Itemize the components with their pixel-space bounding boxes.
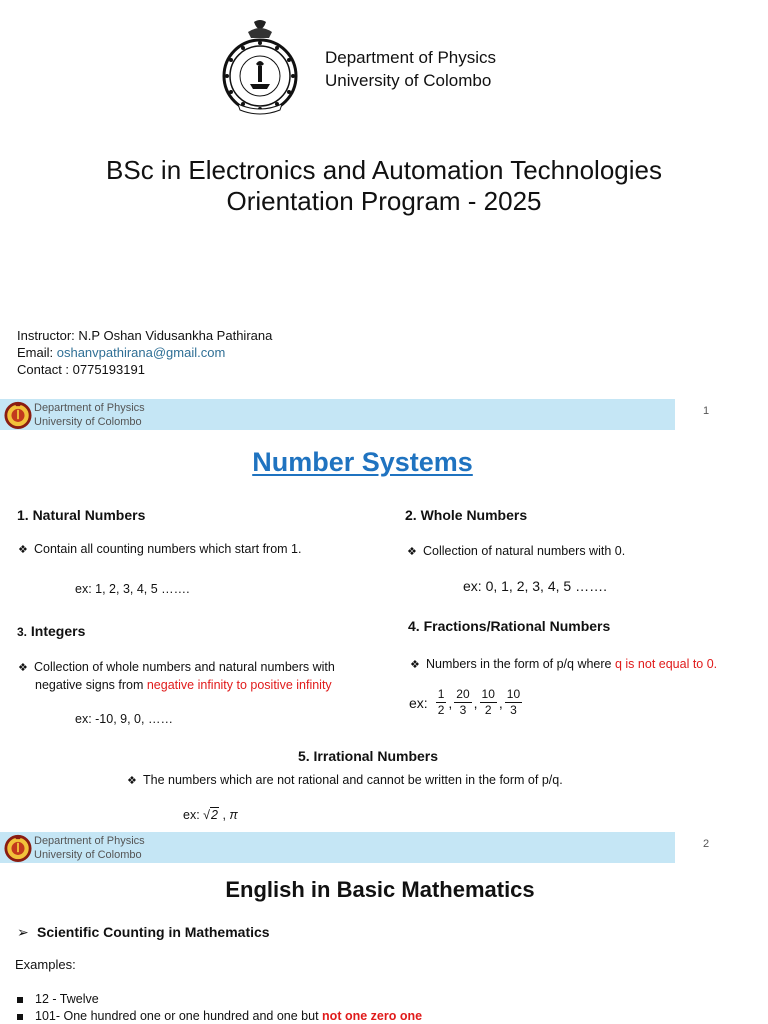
diamond-bullet-icon: ❖: [18, 544, 28, 556]
instructor-contact: Contact : 0775193191: [17, 362, 145, 377]
heading-fractions: 4. Fractions/Rational Numbers: [408, 618, 611, 634]
heading-integers-text: Integers: [27, 623, 86, 639]
sqrt-symbol: √: [203, 808, 211, 822]
university-seal-logo: [220, 18, 300, 118]
diamond-bullet-icon: ❖: [18, 662, 28, 674]
bullet-integers: [18, 659, 335, 694]
list-item-text: 12 - Twelve: [35, 992, 99, 1006]
seal-icon: [4, 400, 32, 429]
bullet-irrational-numbers: [127, 772, 563, 790]
bullet-whole-text: Collection of natural numbers with 0.: [423, 544, 626, 558]
banner-department: Department of Physics: [34, 402, 145, 414]
example-natural-numbers: ex: 1, 2, 3, 4, 5 …….: [75, 582, 190, 596]
arrow-bullet-icon: ➢: [17, 924, 29, 940]
bullet-integers-line1: Collection of whole numbers and natural numbers with: [34, 660, 335, 674]
diamond-bullet-icon: ❖: [410, 659, 420, 671]
footer-banner-2: [0, 832, 675, 863]
heading-irrational-numbers: 5. Irrational Numbers: [297, 748, 439, 764]
instructor-info: [17, 327, 272, 378]
bullet-irrational-text: The numbers which are not rational and cannot be written in the form of p/q.: [143, 773, 563, 787]
list-item: [17, 1008, 422, 1024]
slide-title-english-math: English in Basic Mathematics: [225, 877, 535, 902]
banner-department: Department of Physics: [34, 835, 145, 847]
bullet-integers-red: negative infinity to positive infinity: [146, 678, 332, 692]
seal-icon: [4, 833, 32, 862]
heading-integers-number: 3.: [17, 625, 28, 639]
example-irrational-label: ex:: [183, 808, 204, 822]
list-item-text: 101- One hundred one or one hundred and one but: [35, 1009, 323, 1023]
fraction: [505, 688, 522, 717]
example-integers: ex: -10, 9, 0, ……: [75, 712, 173, 726]
heading-whole-numbers: 2. Whole Numbers: [405, 507, 528, 523]
sqrt-radicand: 2: [211, 808, 218, 822]
diamond-bullet-icon: ❖: [407, 546, 417, 558]
example-fractions-label: ex:: [409, 694, 428, 711]
fraction-denominator: 3: [459, 703, 467, 717]
fraction-denominator: 2: [484, 703, 492, 717]
fraction: [480, 688, 497, 717]
fraction-numerator: 1: [437, 687, 445, 701]
program-title-line1: BSc in Electronics and Automation Technologies: [106, 155, 662, 185]
bullet-whole-numbers: [407, 543, 625, 561]
examples-label: Examples:: [15, 957, 76, 972]
department-header: [325, 46, 496, 92]
bullet-natural-text: Contain all counting numbers which start from 1.: [34, 542, 302, 556]
subheading-text: Scientific Counting in Mathematics: [37, 924, 270, 940]
banner-university: University of Colombo: [34, 416, 142, 428]
university-name: University of Colombo: [325, 71, 492, 90]
program-title: [0, 155, 768, 217]
fraction: [454, 688, 471, 717]
footer-banner-1: [0, 399, 675, 430]
bullet-integers-line2: negative signs from: [35, 678, 147, 692]
list-item: [17, 991, 422, 1008]
heading-natural-numbers: 1. Natural Numbers: [17, 507, 146, 523]
example-separator: ,: [218, 808, 230, 822]
page-number-1: 1: [703, 405, 710, 417]
example-whole-numbers: ex: 0, 1, 2, 3, 4, 5 …….: [463, 578, 607, 594]
square-bullet-icon: [17, 1014, 23, 1020]
fraction-numerator: 10: [506, 687, 521, 701]
list-item-red-text: not one zero one: [322, 1009, 423, 1023]
bullet-natural-numbers: [18, 541, 302, 559]
fraction-numerator: 20: [456, 687, 470, 701]
instructor-email-row: [17, 344, 272, 361]
fraction: [436, 688, 447, 717]
subheading-scientific-counting: [17, 924, 270, 941]
department-name: Department of Physics: [325, 48, 497, 67]
email-label: Email:: [17, 345, 57, 360]
instructor-name: Instructor: N.P Oshan Vidusankha Pathirana: [17, 328, 273, 343]
square-bullet-icon: [17, 997, 23, 1003]
bullet-fractions: [410, 656, 717, 674]
diamond-bullet-icon: ❖: [127, 775, 137, 787]
program-title-line2: Orientation Program - 2025: [226, 186, 542, 216]
email-link[interactable]: oshanvpathirana@gmail.com: [56, 345, 226, 360]
heading-integers: [17, 623, 85, 639]
fraction-numerator: 10: [481, 687, 495, 701]
example-fractions: ex: $\frac{1}{2}$ , $\frac{20}{3}$ , $\frac{10}{2}$ , $\frac{10}{3}$: [409, 687, 521, 717]
fraction-denominator: 3: [510, 703, 517, 717]
bullet-fractions-red: q is not equal to 0.: [614, 657, 718, 671]
bullet-fractions-text: Numbers in the form of p/q where: [426, 657, 615, 671]
fraction-denominator: 2: [437, 703, 445, 717]
example-irrational: [183, 808, 238, 822]
pi-symbol: π: [229, 808, 238, 822]
examples-list: [17, 991, 422, 1024]
slide-title-number-systems: Number Systems: [252, 447, 473, 477]
page-number-2: 2: [703, 838, 710, 850]
banner-university: University of Colombo: [34, 849, 142, 861]
